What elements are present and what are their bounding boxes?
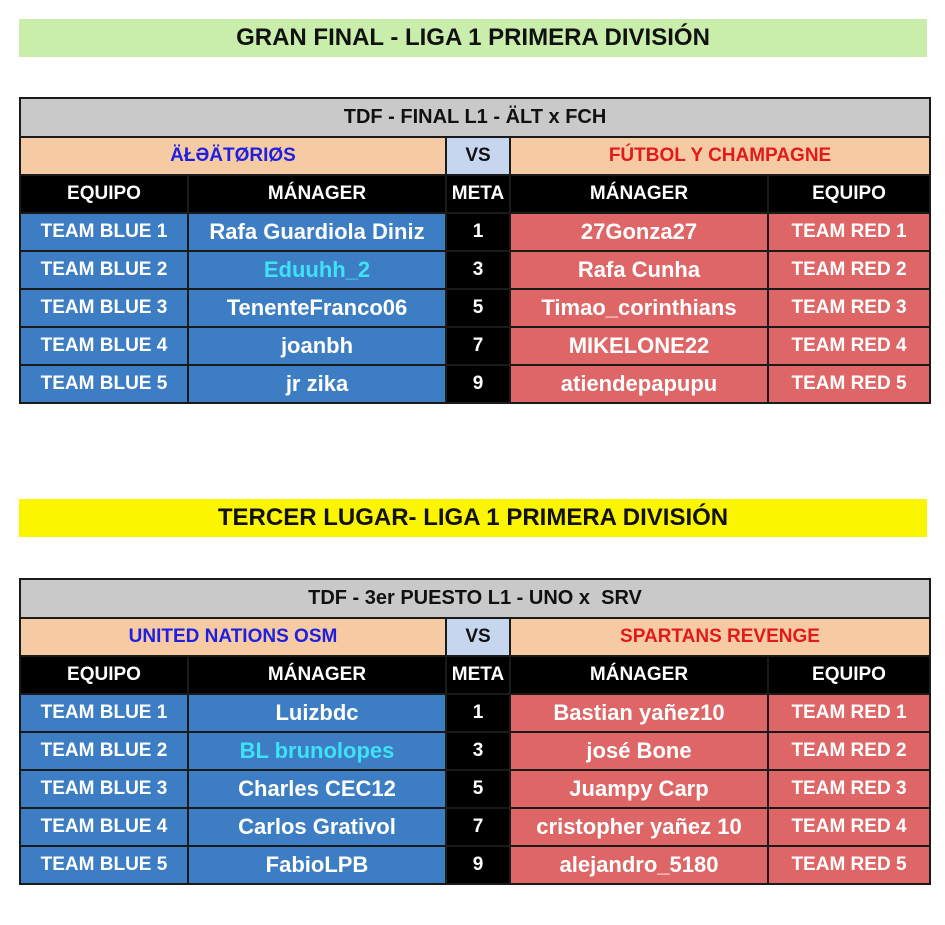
meta-cell: 3 xyxy=(446,732,510,770)
blue-manager-cell: TenenteFranco06 xyxy=(188,289,446,327)
table-row xyxy=(20,213,930,251)
blue-manager-cell: jr zika xyxy=(188,365,446,403)
blue-team-cell: TEAM BLUE 5 xyxy=(20,846,188,884)
blue-manager-cell: Luizbdc xyxy=(188,694,446,732)
meta-cell: 3 xyxy=(446,251,510,289)
meta-cell: 1 xyxy=(446,213,510,251)
col-header-meta: META xyxy=(446,175,510,213)
final-right-team-name: FÚTBOL Y CHAMPAGNE xyxy=(510,137,930,175)
blue-team-cell: TEAM BLUE 2 xyxy=(20,732,188,770)
blue-team-cell: TEAM BLUE 1 xyxy=(20,694,188,732)
red-manager-cell: alejandro_5180 xyxy=(510,846,768,884)
blue-team-cell: TEAM BLUE 3 xyxy=(20,289,188,327)
meta-cell: 9 xyxy=(446,846,510,884)
red-manager-cell: Bastian yañez10 xyxy=(510,694,768,732)
red-manager-cell: josé Bone xyxy=(510,732,768,770)
blue-manager-cell: FabioLPB xyxy=(188,846,446,884)
col-header-equipo-left: EQUIPO xyxy=(20,175,188,213)
col-header-equipo-right: EQUIPO xyxy=(768,175,930,213)
blue-team-cell: TEAM BLUE 4 xyxy=(20,327,188,365)
table-row xyxy=(20,251,930,289)
red-manager-cell: Juampy Carp xyxy=(510,770,768,808)
col-header-meta: META xyxy=(446,656,510,694)
meta-cell: 9 xyxy=(446,365,510,403)
blue-manager-cell: BL brunolopes xyxy=(188,732,446,770)
red-team-cell: TEAM RED 4 xyxy=(768,327,930,365)
red-team-cell: TEAM RED 5 xyxy=(768,365,930,403)
red-manager-cell: 27Gonza27 xyxy=(510,213,768,251)
third-right-team-name: SPARTANS REVENGE xyxy=(510,618,930,656)
red-team-cell: TEAM RED 4 xyxy=(768,808,930,846)
red-manager-cell: cristopher yañez 10 xyxy=(510,808,768,846)
final-table-title: TDF - FINAL L1 - ÄLT x FCH xyxy=(20,98,930,137)
final-vs-label: VS xyxy=(446,137,510,175)
meta-cell: 5 xyxy=(446,289,510,327)
table-row xyxy=(20,289,930,327)
table-row xyxy=(20,327,930,365)
blue-team-cell: TEAM BLUE 2 xyxy=(20,251,188,289)
col-header-equipo-right: EQUIPO xyxy=(768,656,930,694)
blue-manager-cell: joanbh xyxy=(188,327,446,365)
third-vs-label: VS xyxy=(446,618,510,656)
table-row xyxy=(20,365,930,403)
blue-manager-cell: Rafa Guardiola Diniz xyxy=(188,213,446,251)
col-header-manager-left: MÁNAGER xyxy=(188,656,446,694)
blue-manager-cell: Eduuhh_2 xyxy=(188,251,446,289)
third-place-bracket-table xyxy=(19,578,931,885)
col-header-manager-right: MÁNAGER xyxy=(510,175,768,213)
blue-team-cell: TEAM BLUE 3 xyxy=(20,770,188,808)
red-manager-cell: Timao_corinthians xyxy=(510,289,768,327)
col-header-equipo-left: EQUIPO xyxy=(20,656,188,694)
final-bracket-table xyxy=(19,97,931,404)
red-manager-cell: atiendepapupu xyxy=(510,365,768,403)
red-team-cell: TEAM RED 1 xyxy=(768,213,930,251)
meta-cell: 5 xyxy=(446,770,510,808)
third-place-banner: TERCER LUGAR- LIGA 1 PRIMERA DIVISIÓN xyxy=(19,499,927,537)
red-team-cell: TEAM RED 2 xyxy=(768,251,930,289)
red-team-cell: TEAM RED 5 xyxy=(768,846,930,884)
final-left-team-name: ÄŁƏÄTØRIØS xyxy=(20,137,446,175)
red-team-cell: TEAM RED 3 xyxy=(768,289,930,327)
table-row xyxy=(20,808,930,846)
meta-cell: 7 xyxy=(446,327,510,365)
table-row xyxy=(20,846,930,884)
third-table-title: TDF - 3er PUESTO L1 - UNO x SRV xyxy=(20,579,930,618)
third-left-team-name: UNITED NATIONS OSM xyxy=(20,618,446,656)
meta-cell: 1 xyxy=(446,694,510,732)
blue-team-cell: TEAM BLUE 5 xyxy=(20,365,188,403)
blue-manager-cell: Carlos Grativol xyxy=(188,808,446,846)
final-banner: GRAN FINAL - LIGA 1 PRIMERA DIVISIÓN xyxy=(19,19,927,57)
blue-team-cell: TEAM BLUE 4 xyxy=(20,808,188,846)
col-header-manager-left: MÁNAGER xyxy=(188,175,446,213)
red-team-cell: TEAM RED 1 xyxy=(768,694,930,732)
blue-manager-cell: Charles CEC12 xyxy=(188,770,446,808)
blue-team-cell: TEAM BLUE 1 xyxy=(20,213,188,251)
red-team-cell: TEAM RED 2 xyxy=(768,732,930,770)
table-row xyxy=(20,770,930,808)
col-header-manager-right: MÁNAGER xyxy=(510,656,768,694)
red-manager-cell: Rafa Cunha xyxy=(510,251,768,289)
red-manager-cell: MIKELONE22 xyxy=(510,327,768,365)
red-team-cell: TEAM RED 3 xyxy=(768,770,930,808)
table-row xyxy=(20,694,930,732)
meta-cell: 7 xyxy=(446,808,510,846)
table-row xyxy=(20,732,930,770)
